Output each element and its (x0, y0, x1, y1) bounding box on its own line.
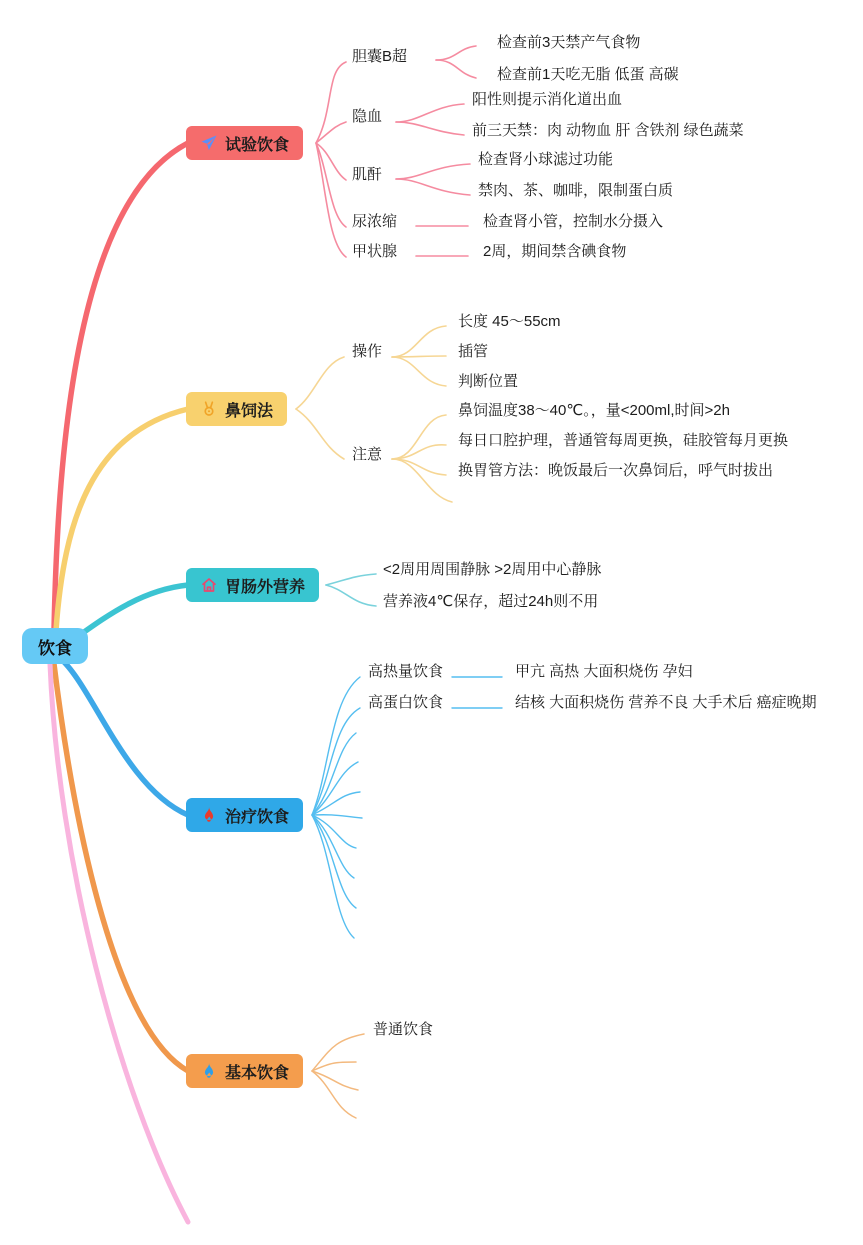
root-node[interactable] (22, 628, 88, 664)
branch-node-parenteral-nutrition[interactable] (186, 568, 319, 602)
branch-node-basic-diet[interactable] (186, 1054, 303, 1088)
topic-occult-blood[interactable]: 隐血 (352, 108, 383, 125)
leaf-text[interactable]: 禁肉、茶、咖啡，限制蛋白质 (478, 182, 674, 199)
branch-label: 胃肠外营养 (225, 578, 306, 596)
topic-caution[interactable]: 注意 (352, 446, 383, 463)
leaf-text[interactable]: 检查肾小球滤过功能 (478, 151, 614, 168)
leaf-text[interactable]: 营养液4℃保存，超过24h则不用 (383, 593, 599, 610)
leaf-text[interactable]: 前三天禁：肉 动物血 肝 含铁剂 绿色蔬菜 (472, 122, 744, 139)
topic-thyroid[interactable]: 甲状腺 (352, 243, 398, 260)
spine-bisi (56, 409, 188, 630)
topic-high-calorie-diet[interactable]: 高热量饮食 (368, 663, 444, 680)
root-label: 饮食 (38, 638, 72, 658)
leaf-text[interactable]: 换胃管方法：晚饭最后一次鼻饲后，呼气时拔出 (458, 462, 774, 479)
leaf-text[interactable]: 检查前1天吃无脂 低蛋 高碳 (497, 66, 679, 83)
spine-weichang (70, 585, 188, 642)
leaf-text[interactable]: 长度 45～55cm (458, 313, 561, 330)
topic-ordinary-diet[interactable]: 普通饮食 (373, 1021, 434, 1038)
leaf-text[interactable]: 检查肾小管，控制水分摄入 (483, 213, 664, 230)
topic-creatinine[interactable]: 肌酐 (352, 166, 383, 183)
topic-operation[interactable]: 操作 (352, 343, 383, 360)
branch-node-test-diet[interactable] (186, 126, 303, 160)
topic-gallbladder-ultrasound[interactable]: 胆囊B超 (352, 48, 408, 65)
spine-zhiliao (62, 660, 188, 815)
leaf-text[interactable]: 检查前3天禁产气食物 (497, 34, 641, 51)
topic-urine-concentration[interactable]: 尿浓缩 (352, 213, 398, 230)
leaf-text[interactable]: 鼻饲温度38～40℃。，量<200ml,时间>2h (458, 402, 730, 419)
branch-label: 鼻饲法 (225, 402, 274, 420)
branch-node-therapeutic-diet[interactable] (186, 798, 303, 832)
leaf-text[interactable]: 结核 大面积烧伤 营养不良 大手术后 癌症晚期 (515, 694, 817, 711)
leaf-text[interactable]: <2周用周围静脉 >2周用中心静脉 (383, 561, 602, 578)
leaf-text[interactable]: 甲亢 高热 大面积烧伤 孕妇 (515, 663, 693, 680)
branch-label: 基本饮食 (225, 1064, 290, 1082)
flame-blue-icon (200, 1062, 218, 1080)
branch-label: 治疗饮食 (225, 808, 290, 826)
leaf-text[interactable]: 插管 (458, 343, 489, 360)
flame-red-icon (200, 806, 218, 824)
leaf-text[interactable]: 阳性则提示消化道出血 (472, 91, 623, 108)
leaf-text[interactable]: 2周，期间禁含碘食物 (483, 243, 627, 260)
medal-icon (200, 400, 218, 418)
home-icon (200, 576, 218, 594)
spine-shiyan (54, 143, 188, 630)
branch-node-nasal-feeding[interactable] (186, 392, 287, 426)
paper-plane-icon (200, 134, 218, 152)
leaf-text[interactable]: 每日口腔护理，普通管每周更换，硅胶管每月更换 (458, 432, 789, 449)
leaf-text[interactable]: 判断位置 (458, 373, 519, 390)
topic-high-protein-diet[interactable]: 高蛋白饮食 (368, 694, 444, 711)
branch-label: 试验饮食 (225, 136, 290, 154)
